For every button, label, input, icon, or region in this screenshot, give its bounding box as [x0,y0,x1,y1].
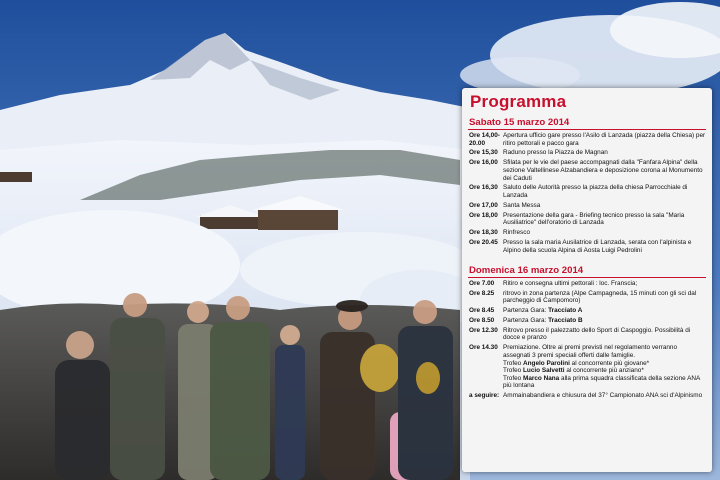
trophy-prefix: Trofeo [503,359,524,367]
schedule-description [503,307,706,315]
schedule-description: Presentazione della gara - Briefing tecnico presso la sala "Maria Ausiliatrice" dell'oratorio di Lanzada [503,211,685,227]
schedule-time: Ore 8.45 [469,307,495,315]
schedule-row [468,307,706,315]
schedule-row [468,290,706,305]
schedule-time: Ore 8.25 [469,289,495,297]
schedule-row [468,212,706,227]
schedule-description [503,344,706,390]
trophy-desc: al concorrente più giovane* [569,359,650,367]
schedule-description: ritrovo in zona partenza (Alpe Campagneda, 15 minuti con gli sci dal parcheggio di Campomoro) [503,289,697,305]
trophy-desc: alla prima squadra classificata della sezione ANA più lontana [503,374,700,390]
trophy-prefix: Trofeo [503,374,524,382]
schedule-time: Ore 18,00 [469,211,498,219]
schedule-time: Ore 12.30 [469,326,498,334]
schedule-time: Ore 14.30 [469,344,498,352]
schedule-time: Ore 18,30 [469,229,498,237]
trophy-line [503,367,644,374]
trophy-prefix: Trofeo [503,367,524,375]
race-start-label: Partenza Gara: [503,316,549,324]
schedule-description: Ritiro e consegna ultimi pettorali : loc. Franscia; [503,279,638,287]
trophy-name: Lucio Salvetti [523,367,565,375]
programma-panel [462,88,712,472]
schedule-time: Ore 16,00 [469,159,498,167]
schedule-row [468,159,706,182]
schedule-row [468,280,706,288]
trophy-line [503,360,649,367]
schedule-time: Ore 15,30 [469,149,498,157]
day-heading-saturday: Sabato 15 marzo 2014 [468,115,706,130]
schedule-description: Ritrovo presso il palezzatto dello Sport di Caspoggio. Possibilità di docce e pranzo [503,326,691,342]
trophy-desc: al concorrente più anziano* [564,367,644,375]
schedule-time: Ore 14,00-20.00 [469,132,500,147]
day-heading-sunday: Domenica 16 marzo 2014 [468,263,706,278]
awards-intro: Premiazione. Oltre ai premi previsti nel regolamento verranno assegnati 3 premi speciali offerti dalle famiglie. [503,344,678,359]
schedule-description: Ammainabandiera e chiusura del 37° Campionato ANA sci d'Alpinismo [503,392,703,400]
schedule-time: Ore 7.00 [469,279,495,287]
schedule-description: Santa Messa [503,201,541,209]
schedule-description: Sfilata per le vie del paese accompagnati dalla "Fanfara Alpina" della sezione Valtellinese Alzabandiera e deposizione corona al Monumento dei Caduti [503,159,703,182]
schedule-description [503,317,706,325]
schedule-time: a seguire: [469,392,500,400]
schedule-row [468,239,706,254]
schedule-row [468,229,706,237]
trophy-line [503,375,700,390]
schedule-row [468,149,706,157]
schedule-description: Raduno presso la Piazza de Magnan [503,149,608,157]
schedule-description: Saluto delle Autorità presso la piazza della chiesa Parrocchiale di Lanzada [503,184,688,200]
schedule-description: Apertura ufficio gare presso l'Asilo di Lanzada (piazza della Chiesa) per ritiro pettorali e pacco gara [503,132,706,147]
schedule-row [468,344,706,390]
schedule-time: Ore 17,00 [469,201,498,209]
schedule-time: Ore 8.50 [469,316,495,324]
race-start-label: Partenza Gara: [503,307,549,315]
trophy-name: Angelo Parolini [523,359,570,367]
route-name: Tracciato A [548,307,583,315]
schedule-description: Rinfresco [503,229,530,237]
schedule-row [468,132,706,147]
schedule-row [468,184,706,199]
trophy-name: Marco Nana [523,374,560,382]
schedule-row [468,327,706,342]
schedule-row [468,317,706,325]
schedule-row [468,392,706,400]
programma-title: Programma [470,92,567,111]
schedule-description: Presso la sala maria Ausilatrice di Lanzada, serata con l'alpinista e Alpino della scuola Alpina di Aosta Luigi Pedrolini [503,239,692,254]
schedule-time: Ore 16,30 [469,184,498,192]
schedule-row [468,202,706,210]
route-name: Tracciato B [548,316,583,324]
schedule-time: Ore 20.45 [469,239,498,247]
